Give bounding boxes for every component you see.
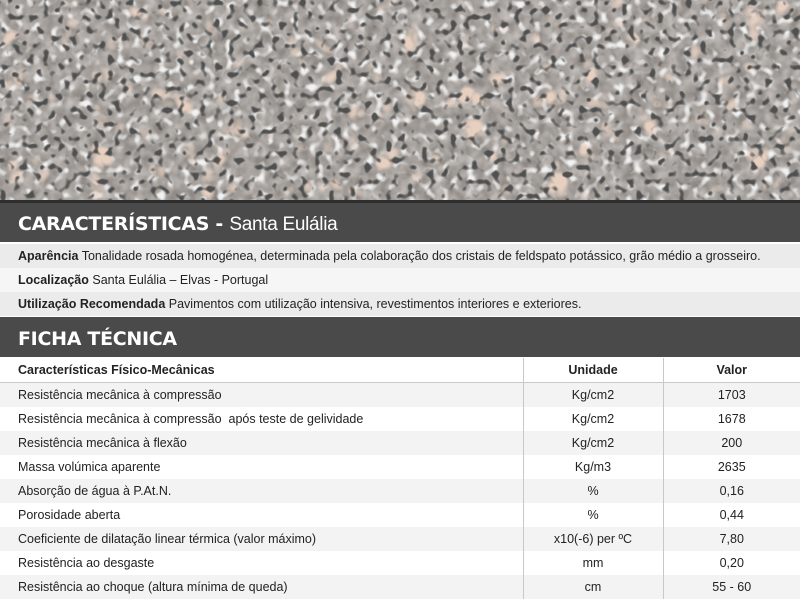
row-value: 55 - 60 [663,575,800,599]
header-caracteristicas: Características Físico-Mecânicas [0,358,523,383]
row-name: Resistência ao choque (altura mínima de queda) [0,575,523,599]
row-unit: Kg/m3 [523,455,663,479]
aparencia-label: Aparência [18,249,79,263]
table-row [0,575,800,599]
ficha-tecnica-header [0,317,800,357]
stone-name: Santa Eulália [229,214,338,235]
row-name: Absorção de água à P.At.N. [0,479,523,503]
header-unidade: Unidade [523,358,663,383]
table-row [0,455,800,479]
row-name: Porosidade aberta [0,503,523,527]
row-unit: mm [523,551,663,575]
row-unit: Kg/cm2 [523,407,663,431]
row-unit: Kg/cm2 [523,431,663,455]
aparencia-row [0,244,800,268]
localizacao-row [0,268,800,292]
utilizacao-label: Utilização Recomendada [18,297,166,311]
table-row [0,503,800,527]
table-row [0,479,800,503]
row-value: 1703 [663,383,800,408]
row-unit: Kg/cm2 [523,383,663,408]
row-value: 0,20 [663,551,800,575]
row-unit: cm [523,575,663,599]
caracteristicas-header [0,200,800,242]
table-row [0,407,800,431]
row-unit: x10(-6) per ºC [523,527,663,551]
row-name: Resistência mecânica à flexão [0,431,523,455]
row-name: Massa volúmica aparente [0,455,523,479]
table-header-row [0,358,800,383]
granite-texture-image [0,0,800,200]
row-name: Coeficiente de dilatação linear térmica (valor máximo) [0,527,523,551]
ficha-tecnica-title: FICHA TÉCNICA [18,328,177,350]
row-unit: % [523,503,663,527]
row-value: 0,44 [663,503,800,527]
row-unit: % [523,479,663,503]
row-value: 0,16 [663,479,800,503]
table-row [0,527,800,551]
table-row [0,383,800,408]
utilizacao-text: Pavimentos com utilização intensiva, revestimentos interiores e exteriores. [168,297,582,311]
row-name: Resistência mecânica à compressão após teste de gelividade [0,407,523,431]
localizacao-label: Localização [18,273,89,287]
table-row [0,431,800,455]
row-value: 1678 [663,407,800,431]
row-value: 200 [663,431,800,455]
ficha-tecnica-table [0,358,800,599]
header-valor: Valor [663,358,800,383]
row-name: Resistência mecânica à compressão [0,383,523,408]
aparencia-text: Tonalidade rosada homogénea, determinada pela colaboração dos cristais de feldspato potássico, grão médio a grosseiro. [81,249,761,263]
utilizacao-row [0,292,800,316]
row-name: Resistência ao desgaste [0,551,523,575]
table-row [0,551,800,575]
caracteristicas-title: CARACTERÍSTICAS - [18,213,224,235]
localizacao-text: Santa Eulália – Elvas - Portugal [92,273,269,287]
row-value: 7,80 [663,527,800,551]
row-value: 2635 [663,455,800,479]
